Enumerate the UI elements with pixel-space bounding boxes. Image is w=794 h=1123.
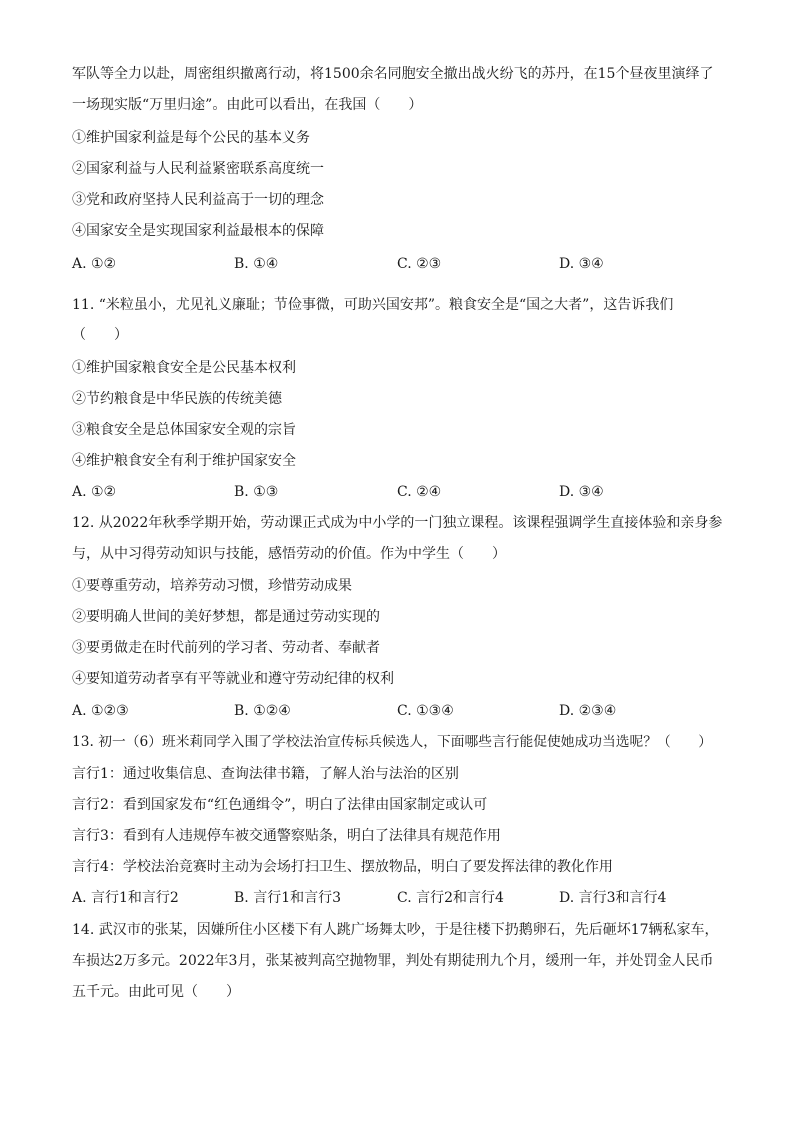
q11-options <box>72 482 722 502</box>
q11-statement-1: ①维护国家粮食安全是公民基本权利 <box>72 360 296 376</box>
q11-option-a[interactable]: A. ①② <box>72 484 117 500</box>
q11-option-d[interactable]: D. ③④ <box>559 484 604 500</box>
q13-option-b[interactable]: B. 言行1和言行3 <box>234 890 342 906</box>
q12-option-b[interactable]: B. ①②④ <box>234 703 291 719</box>
q12-stem-line-2: 与，从中习得劳动知识与技能，感悟劳动的价值。作为中学生（ ） <box>72 546 506 562</box>
q13-statement-2: 言行2：看到国家发布“红色通缉令”，明白了法律由国家制定或认可 <box>72 797 488 813</box>
q12-option-a[interactable]: A. ①②③ <box>72 703 129 719</box>
q10-stem-line-2: 一场现实版“万里归途”。由此可以看出，在我国（ ） <box>72 97 423 113</box>
q11-statement-2: ②节约粮食是中华民族的传统美德 <box>72 391 282 407</box>
q10-options <box>72 254 722 274</box>
q13-option-c[interactable]: C. 言行2和言行4 <box>397 890 504 906</box>
q12-statement-2: ②要明确人世间的美好梦想，都是通过劳动实现的 <box>72 609 380 625</box>
q13-statement-4: 言行4：学校法治竞赛时主动为会场打扫卫生、摆放物品，明白了要发挥法律的教化作用 <box>72 859 613 875</box>
q10-statement-1: ①维护国家利益是每个公民的基本义务 <box>72 130 310 146</box>
q10-stem-line-1: 军队等全力以赴，周密组织撤离行动，将1500余名同胞安全撤出战火纷飞的苏丹，在15个昼夜里演绎了 <box>72 66 714 82</box>
q13-statement-1: 言行1：通过收集信息、查询法律书籍，了解人治与法治的区别 <box>72 766 459 782</box>
q11-statement-4: ④维护粮食安全有利于维护国家安全 <box>72 453 296 469</box>
q12-statement-3: ③要勇做走在时代前列的学习者、劳动者、奉献者 <box>72 640 380 656</box>
q12-stem-line-1: 12. 从2022年秋季学期开始，劳动课正式成为中小学的一门独立课程。该课程强调学生直接体验和亲身参 <box>72 515 723 531</box>
q13-option-d[interactable]: D. 言行3和言行4 <box>559 890 667 906</box>
q10-statement-3: ③党和政府坚持人民利益高于一切的理念 <box>72 192 324 208</box>
q11-stem-line-1: 11. “米粒虽小，尤见礼义廉耻；节俭事微，可助兴国安邦”。粮食安全是“国之大者”，这告诉我们 <box>72 297 674 313</box>
q10-statement-4: ④国家安全是实现国家利益最根本的保障 <box>72 223 324 239</box>
q14-stem-line-3: 五千元。由此可见（ ） <box>72 984 240 1000</box>
q10-option-b[interactable]: B. ①④ <box>234 256 279 272</box>
q14-stem-line-1: 14. 武汉市的张某，因嫌所住小区楼下有人跳广场舞太吵，于是往楼下扔鹅卵石，先后砸坏17辆私家车， <box>72 922 719 938</box>
q12-option-c[interactable]: C. ①③④ <box>397 703 454 719</box>
q11-statement-3: ③粮食安全是总体国家安全观的宗旨 <box>72 422 296 438</box>
q12-statement-1: ①要尊重劳动，培养劳动习惯，珍惜劳动成果 <box>72 578 352 594</box>
q13-statement-3: 言行3：看到有人违规停车被交通警察贴条，明白了法律具有规范作用 <box>72 828 501 844</box>
q10-option-c[interactable]: C. ②③ <box>397 256 442 272</box>
q12-option-d[interactable]: D. ②③④ <box>559 703 617 719</box>
q10-option-d[interactable]: D. ③④ <box>559 256 604 272</box>
q13-stem-line-1: 13. 初一（6）班米莉同学入围了学校法治宣传标兵候选人，下面哪些言行能促使她成功当选呢？（ ） <box>72 734 712 750</box>
q13-options <box>72 888 722 908</box>
q10-statement-2: ②国家利益与人民利益紧密联系高度统一 <box>72 161 324 177</box>
q14-stem-line-2: 车损达2万多元。2022年3月，张某被判高空抛物罪，判处有期徒刑九个月，缓刑一年，并处罚金人民币 <box>72 953 714 969</box>
q11-option-b[interactable]: B. ①③ <box>234 484 279 500</box>
q10-option-a[interactable]: A. ①② <box>72 256 117 272</box>
q12-options <box>72 701 722 721</box>
q11-stem-line-2: （ ） <box>72 327 128 343</box>
q12-statement-4: ④要知道劳动者享有平等就业和遵守劳动纪律的权利 <box>72 671 394 687</box>
q13-option-a[interactable]: A. 言行1和言行2 <box>72 890 179 906</box>
q11-option-c[interactable]: C. ②④ <box>397 484 442 500</box>
